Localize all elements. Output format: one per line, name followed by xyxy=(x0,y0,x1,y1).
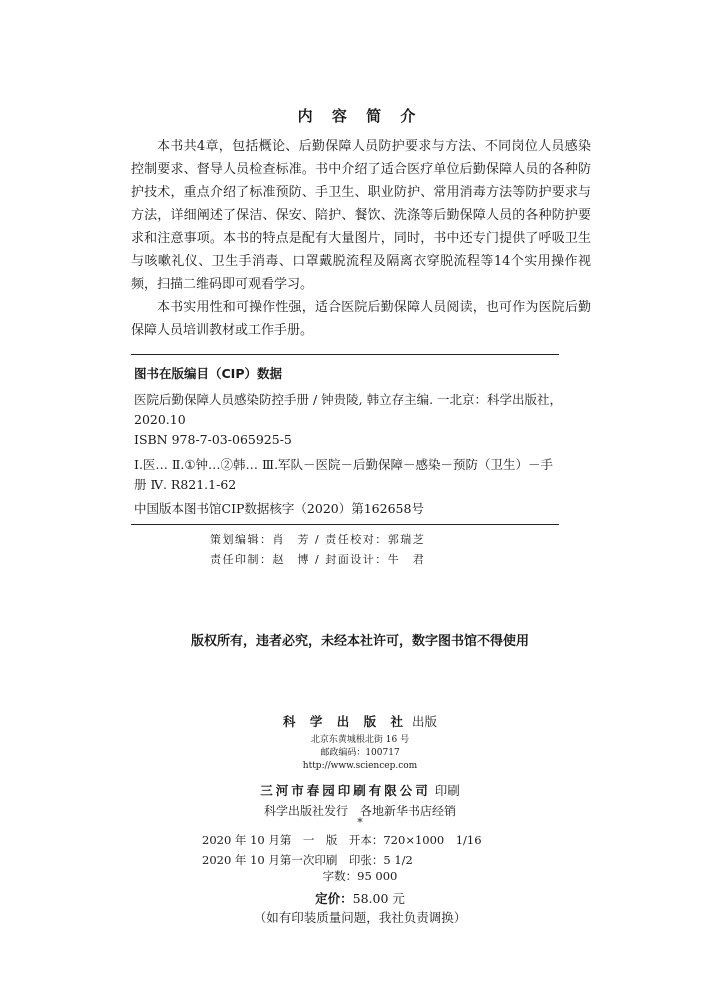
edition-line-2: 2020 年 10 月第一次印刷 印张：5 1/2 xyxy=(202,853,413,867)
cip-archive-number: 中国版本图书馆CIP数据核字（2020）第162658号 xyxy=(134,501,424,516)
cip-top-rule xyxy=(131,354,559,355)
cip-bottom-rule xyxy=(131,524,559,525)
word-count: 字数：95 000 xyxy=(322,869,398,883)
price-label: 定价： xyxy=(315,891,353,906)
publisher-line xyxy=(0,712,720,730)
distribution-line: 科学出版社发行 各地新华书店经销 xyxy=(263,804,456,818)
page-title: 内 容 简 介 xyxy=(297,107,423,125)
summary-section xyxy=(131,135,591,342)
printer-suffix: 印刷 xyxy=(430,783,460,798)
separator-star: * xyxy=(357,816,363,829)
cip-archive-block xyxy=(134,499,564,519)
publisher-postcode: 邮政编码：100717 xyxy=(320,748,400,758)
price-line xyxy=(0,889,720,907)
copyright-notice: 版权所有，违者必究，未经本社许可，数字图书馆不得使用 xyxy=(190,634,529,649)
publisher-suffix: 出版 xyxy=(407,714,437,729)
edition-info xyxy=(202,830,482,870)
summary-paragraph-2: 本书实用性和可操作性强，适合医院后勤保障人员阅读，也可作为医院后勤保障人员培训教材或工作手册。 xyxy=(131,300,591,338)
publisher-details xyxy=(0,734,720,773)
printer-name: 三河市春园印刷有限公司 xyxy=(260,783,431,798)
publisher-name: 科 学 出 版 社 xyxy=(283,714,408,729)
cip-isbn: ISBN 978-7-03-065925-5 xyxy=(134,432,292,447)
cip-record: 医院后勤保障人员感染防控手册 / 钟贵陵, 韩立存主编. 一北京：科学出版社，2020.10 xyxy=(134,392,563,427)
publisher-url: http://www.sciencep.com xyxy=(302,761,418,771)
cip-record-block xyxy=(134,390,564,450)
staff-line-production: 责任印制：赵 博 / 封面设计：牛 君 xyxy=(210,553,426,566)
printer-line xyxy=(0,781,720,799)
edition-line-1: 2020 年 10 月第 一 版 开本：720×1000 1/16 xyxy=(202,833,482,847)
staff-line-editors: 策划编辑：肖 芳 / 责任校对：郭瑞芝 xyxy=(210,533,426,546)
staff-credits xyxy=(210,530,425,570)
cip-classification-block xyxy=(134,455,564,495)
quality-note: （如有印装质量问题，我社负责调换） xyxy=(253,910,467,925)
summary-paragraph-1: 本书共4章，包括概论、后勤保障人员防护要求与方法、不同岗位人员感染控制要求、督导人员检查标准。书中介绍了适合医疗单位后勤保障人员的各种防护技术，重点介绍了标准预防、手卫生、职业防护、常用消毒方法等防护要求与方法，详细阐述了保洁、保安、陪护、餐饮、洗涤等后勤保障人员的各种防护要求和注意事项。本书的特点是配有大量图片，同时，书中还专门提供了呼吸卫生与咳嗽礼仪、卫生手消毒、口罩戴脱流程及隔离衣穿脱流程等14个实用操作视频，扫描二维码即可观看学习。 xyxy=(131,139,591,292)
cip-classification: Ⅰ.医… Ⅱ.①钟…②韩… Ⅲ.军队－医院－后勤保障－感染－预防（卫生）－手册 Ⅳ. R821.1-62 xyxy=(134,457,554,492)
price-value: 58.00 元 xyxy=(352,891,405,906)
cip-heading: 图书在版编目（CIP）数据 xyxy=(134,366,282,381)
publisher-address: 北京东黄城根北街 16 号 xyxy=(310,735,410,745)
